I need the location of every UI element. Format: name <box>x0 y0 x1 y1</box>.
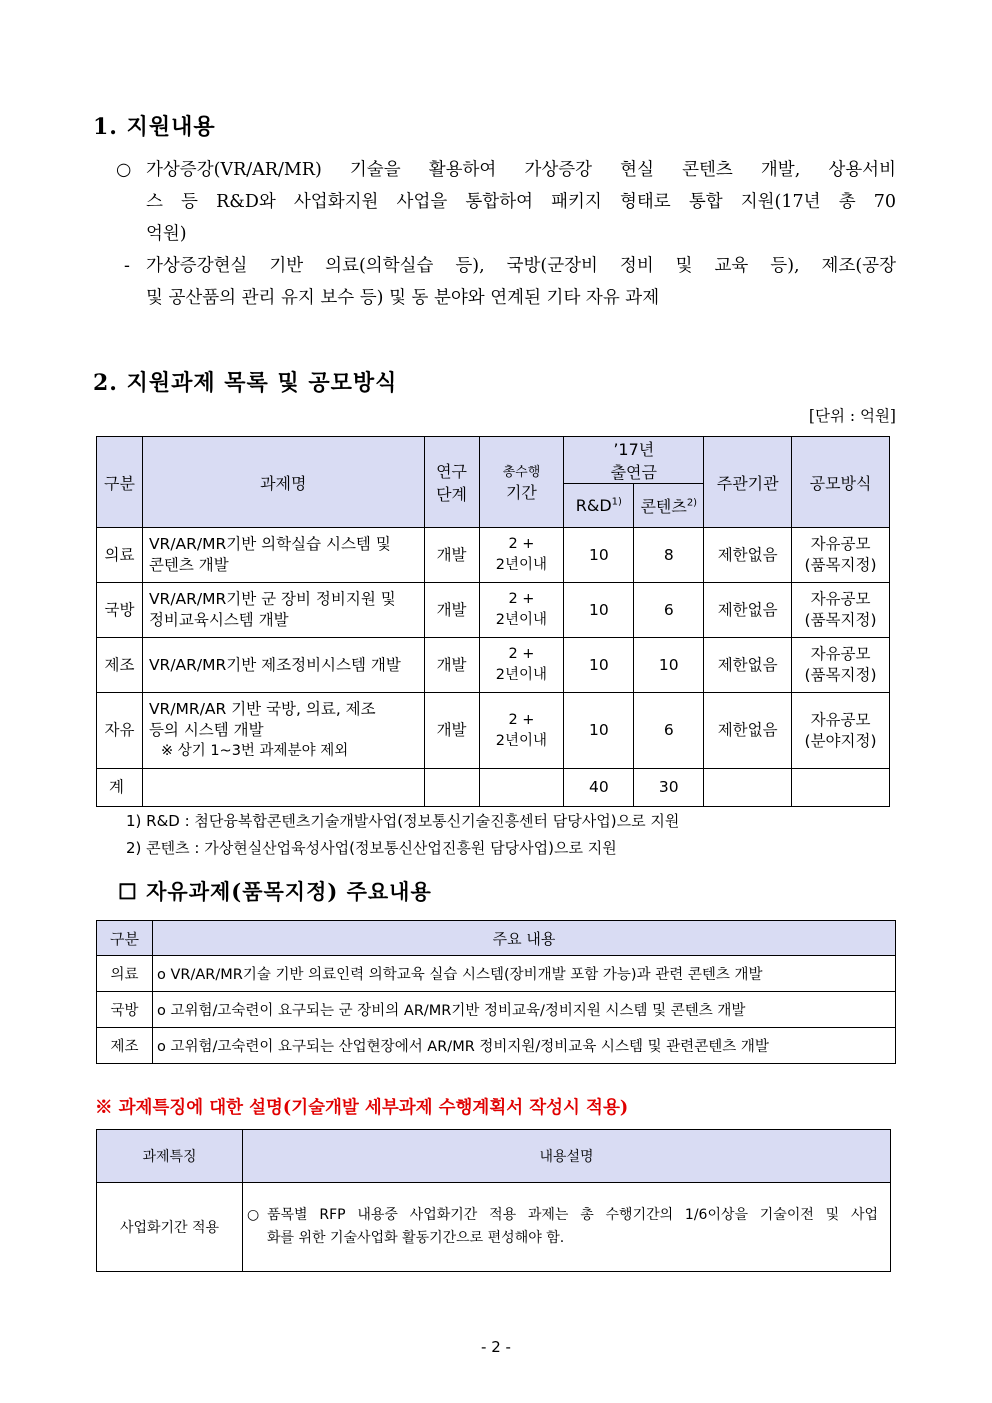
dash-paragraph <box>146 250 896 314</box>
task-list-table <box>96 436 890 807</box>
cell-stage: 개발 <box>424 528 479 583</box>
method-line: 자유공모 <box>810 535 871 553</box>
header-duration-line: 기간 <box>505 483 537 502</box>
cell-task <box>142 583 424 638</box>
cell-duration <box>479 693 564 769</box>
header-rnd <box>564 484 634 528</box>
footnote-ref: 1) <box>611 496 622 508</box>
task-line: 정비교육시스템 개발 <box>148 611 289 629</box>
header-stage-line: 연구 <box>436 462 467 481</box>
method-line: (분야지정) <box>804 731 877 750</box>
header-desc: 내용설명 <box>243 1130 891 1183</box>
cell-task <box>142 528 424 583</box>
cell-content: o 고위험/고숙련이 요구되는 산업현장에서 AR/MR 정비지원/정비교육 시스템 및 관련콘텐츠 개발 <box>153 1028 896 1064</box>
task-line: VR/AR/MR기반 의학실습 시스템 및 <box>148 535 391 553</box>
cell-content: o 고위험/고숙련이 요구되는 군 장비의 AR/MR기반 정비교육/정비지원 시스템 및 콘텐츠 개발 <box>153 992 896 1028</box>
section4-title: ※ 과제특징에 대한 설명(기술개발 세부과제 수행계획서 작성시 적용) <box>95 1098 629 1118</box>
empty-cell <box>424 769 479 807</box>
bullet-mark: ○ <box>247 1207 260 1223</box>
header-category: 구분 <box>97 437 143 528</box>
header-task: 과제명 <box>142 437 424 528</box>
task-line: 등의 시스템 개발 <box>148 721 264 739</box>
page-number: - 2 - <box>481 1338 511 1356</box>
header-duration <box>479 437 564 528</box>
empty-cell <box>479 769 564 807</box>
header-org: 주관기관 <box>704 437 792 528</box>
cell-category: 의료 <box>97 528 143 583</box>
task-line: VR/AR/MR기반 제조정비시스템 개발 <box>148 655 401 674</box>
empty-cell <box>704 769 792 807</box>
table-row <box>97 528 890 583</box>
cell-category: 제조 <box>97 638 143 693</box>
method-line: 자유공모 <box>810 645 871 663</box>
cell-content: 6 <box>634 583 704 638</box>
table-row <box>97 583 890 638</box>
header-feature: 과제특징 <box>97 1130 243 1183</box>
method-line: 자유공모 <box>810 710 871 729</box>
cell-category: 국방 <box>97 583 143 638</box>
duration-line: 2 + <box>508 711 535 728</box>
feature-table <box>96 1129 891 1272</box>
table-row <box>97 992 896 1028</box>
header-category: 구분 <box>97 921 153 956</box>
header-content <box>634 484 704 528</box>
bullet-line: 스 등 R&D와 사업화지원 사업을 통합하여 패키지 형태로 통합 지원(17년 총 70 <box>146 192 896 212</box>
section3-title: ☐ 자유과제(품목지정) 주요내용 <box>118 879 432 904</box>
duration-line: 2 + <box>508 536 535 552</box>
task-line: VR/MR/AR 기반 국방, 의료, 제조 <box>148 700 376 718</box>
cell-org: 제한없음 <box>704 693 792 769</box>
cell-duration <box>479 583 564 638</box>
desc-line: 화를 위한 기술사업화 활동기간으로 편성해야 함. <box>267 1230 565 1246</box>
cell-duration <box>479 528 564 583</box>
task-line: VR/AR/MR기반 군 장비 정비지원 및 <box>148 590 396 608</box>
header-duration-line: 총수행 <box>502 465 541 480</box>
header-stage-line: 단계 <box>436 485 467 504</box>
header-content: 주요 내용 <box>153 921 896 956</box>
header-stage <box>424 437 479 528</box>
cell-category: 국방 <box>97 992 153 1028</box>
bullet-paragraph <box>146 154 896 250</box>
duration-line: 2년이내 <box>495 612 548 628</box>
total-rnd: 40 <box>564 769 634 807</box>
cell-rnd: 10 <box>564 528 634 583</box>
header-method: 공모방식 <box>792 437 890 528</box>
footnote: 1) R&D : 첨단융복합콘텐츠기술개발사업(정보통신기술진흥센터 담당사업)으로 지원 <box>126 812 680 830</box>
cell-category: 자유 <box>97 693 143 769</box>
footnotes <box>126 808 679 862</box>
cell-content: 10 <box>634 638 704 693</box>
cell-stage: 개발 <box>424 638 479 693</box>
duration-line: 2년이내 <box>495 557 548 573</box>
cell-stage: 개발 <box>424 693 479 769</box>
method-line: (품목지정) <box>804 666 877 684</box>
method-line: (품목지정) <box>804 611 877 629</box>
cell-method <box>792 638 890 693</box>
header-funding-line: 출연금 <box>610 463 657 482</box>
table-row <box>97 693 890 769</box>
cell-content: o VR/AR/MR기술 기반 의료인력 의학교육 실습 시스템(장비개발 포함 가능)과 관련 콘텐츠 개발 <box>153 956 896 992</box>
duration-line: 2년이내 <box>495 667 548 683</box>
header-content-label: 콘텐츠 <box>640 497 687 516</box>
cell-method <box>792 693 890 769</box>
major-content-table <box>96 920 896 1064</box>
method-line: 자유공모 <box>810 590 871 608</box>
cell-task <box>142 693 424 769</box>
dash-line: 가상증강현실 기반 의료(의학실습 등), 국방(군장비 정비 및 교육 등), 제조(공장 <box>146 256 896 276</box>
cell-duration <box>479 638 564 693</box>
cell-org: 제한없음 <box>704 528 792 583</box>
total-content: 30 <box>634 769 704 807</box>
unit-label: [단위 : 억원] <box>808 407 896 425</box>
header-funding-line: ’17년 <box>613 440 655 459</box>
bullet-mark: ○ <box>116 160 132 180</box>
cell-content: 8 <box>634 528 704 583</box>
duration-line: 2 + <box>508 646 535 662</box>
footnote: 2) 콘텐츠 : 가상현실산업육성사업(정보통신산업진흥원 담당사업)으로 지원 <box>126 839 617 857</box>
cell-org: 제한없음 <box>704 638 792 693</box>
cell-rnd: 10 <box>564 693 634 769</box>
table-row <box>97 638 890 693</box>
table-row <box>97 1028 896 1064</box>
cell-rnd: 10 <box>564 638 634 693</box>
empty-cell <box>142 769 424 807</box>
cell-feature: 사업화기간 적용 <box>97 1183 243 1272</box>
cell-desc <box>243 1183 891 1272</box>
task-note: ※ 상기 1~3번 과제분야 제외 <box>160 743 349 759</box>
bullet-line: 억원) <box>146 224 187 244</box>
duration-line: 2년이내 <box>495 732 548 749</box>
task-line: 콘텐츠 개발 <box>148 556 229 574</box>
total-label: 계 <box>97 769 143 807</box>
table-row <box>97 1183 891 1272</box>
cell-org: 제한없음 <box>704 583 792 638</box>
cell-rnd: 10 <box>564 583 634 638</box>
section2-title: 2. 지원과제 목록 및 공모방식 <box>93 370 398 396</box>
duration-line: 2 + <box>508 591 535 607</box>
cell-category: 의료 <box>97 956 153 992</box>
section1-title: 1. 지원내용 <box>93 114 216 140</box>
cell-method <box>792 528 890 583</box>
cell-content: 6 <box>634 693 704 769</box>
desc-line: 품목별 RFP 내용중 사업화기간 적용 과제는 총 수행기간의 1/6이상을 기술이전 및 사업 <box>267 1207 878 1223</box>
cell-stage: 개발 <box>424 583 479 638</box>
dash-mark: - <box>124 256 130 276</box>
header-rnd-label: R&D <box>575 496 612 515</box>
total-row <box>97 769 890 807</box>
dash-line: 및 공산품의 관리 유지 보수 등) 및 동 분야와 연계된 기타 자유 과제 <box>146 288 660 308</box>
header-funding <box>564 437 704 484</box>
bullet-line: 가상증강(VR/AR/MR) 기술을 활용하여 가상증강 현실 콘텐츠 개발, 상용서비 <box>146 160 896 180</box>
footnote-ref: 2) <box>686 497 698 509</box>
cell-task <box>142 638 424 693</box>
table-row <box>97 956 896 992</box>
cell-method <box>792 583 890 638</box>
method-line: (품목지정) <box>804 556 877 574</box>
empty-cell <box>792 769 890 807</box>
cell-category: 제조 <box>97 1028 153 1064</box>
